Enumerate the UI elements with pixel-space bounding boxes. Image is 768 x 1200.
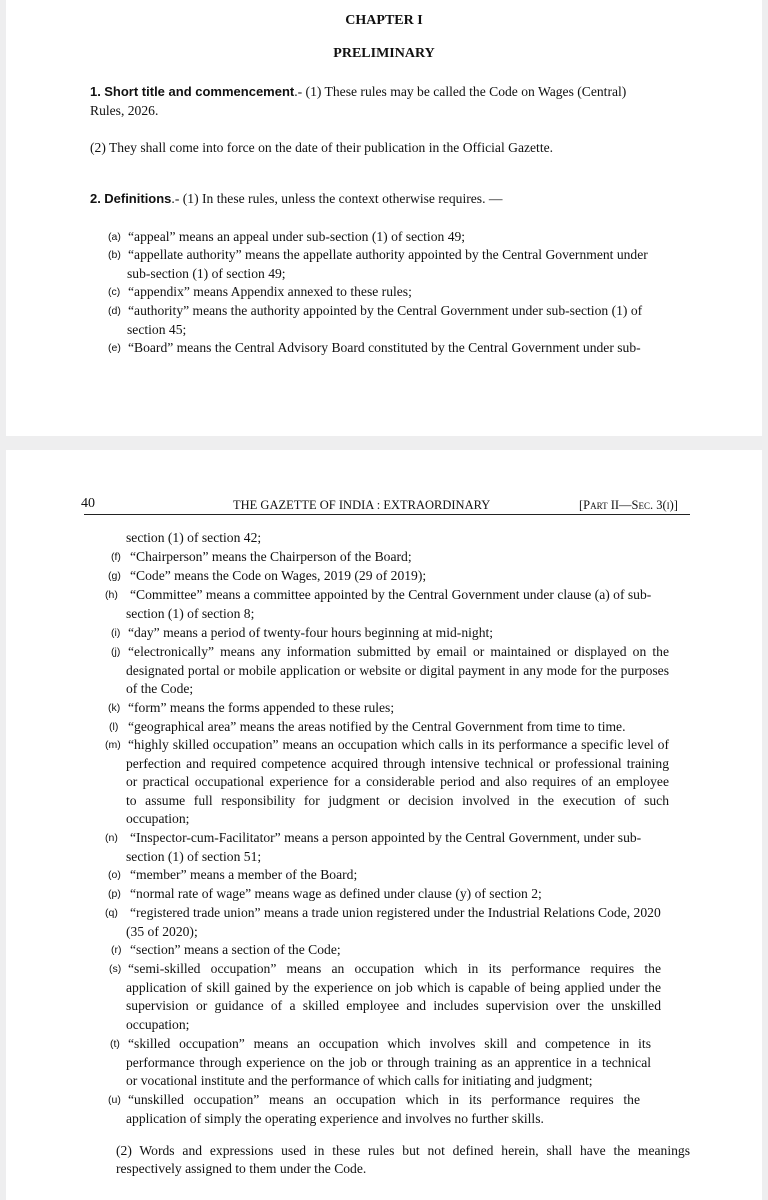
rule-2-title: Definitions xyxy=(104,191,172,206)
document-page-2 xyxy=(6,450,762,1200)
definition-label: (h) xyxy=(105,589,118,601)
definition-line: “unskilled occupation” means an occupation which in its performance requires the xyxy=(128,1092,640,1107)
definition-line: “registered trade union” means a trade union registered under the Industrial Relations Code, 2020 xyxy=(130,905,661,920)
definition-line: application of simply the operating experience and involves no further skills. xyxy=(126,1110,544,1126)
definition-line: occupation; xyxy=(126,811,190,826)
definition-label: (q) xyxy=(105,907,118,919)
definition-label: (i) xyxy=(111,627,121,639)
preliminary-heading: PRELIMINARY xyxy=(333,46,435,61)
definition-label: (c) xyxy=(108,286,121,298)
rule-1-title: Short title and commencement xyxy=(104,84,295,99)
rule-1-number: 1. xyxy=(90,84,101,99)
rule-2-number: 2. xyxy=(90,191,101,206)
definition-label: (r) xyxy=(111,944,122,956)
definition-line: “authority” means the authority appointed by the Central Government under sub-section (1) of xyxy=(128,303,643,318)
header-rule xyxy=(84,514,690,515)
definition-label: (p) xyxy=(108,888,121,900)
chapter-heading: CHAPTER I xyxy=(345,13,423,28)
definition-label: (u) xyxy=(108,1094,121,1106)
definition-line: section (1) of section 8; xyxy=(126,605,255,621)
definition-line: section 45; xyxy=(127,321,187,337)
para-2-line-2: respectively assigned to them under the Code. xyxy=(116,1161,367,1176)
definition-line: “form” means the forms appended to these rules; xyxy=(128,700,395,715)
definition-line: or practical occupational experience for a considerable period and also requires of an employee xyxy=(126,774,669,789)
rule-2-para-2 xyxy=(116,1142,690,1178)
definition-line: sub-section (1) of section 49; xyxy=(127,265,286,281)
definition-line: “appeal” means an appeal under sub-section (1) of section 49; xyxy=(128,229,466,244)
rule-1-line-2: Rules, 2026. xyxy=(90,103,159,118)
definition-line: section (1) of section 51; xyxy=(126,848,262,864)
gazette-title: THE GAZETTE OF INDIA : EXTRAORDINARY xyxy=(233,498,491,512)
definition-label: (e) xyxy=(108,342,121,354)
definition-line: “highly skilled occupation” means an occupation which calls in its performance a specific level of xyxy=(128,737,669,752)
definition-label: (f) xyxy=(111,551,121,563)
definition-label: (s) xyxy=(109,963,122,975)
definition-line: perfection and required competence acquired through intensive technical or professional training xyxy=(126,755,669,771)
definition-line: of the Code; xyxy=(126,681,194,696)
definition-line: application of skill gained by the experience on job which is capable of being applied under the xyxy=(126,979,661,995)
definition-line: “Board” means the Central Advisory Board constituted by the Central Government under sub- xyxy=(128,340,641,355)
rule-1-line-1 xyxy=(90,83,626,101)
definition-line: “day” means a period of twenty-four hours beginning at mid-night; xyxy=(128,625,494,640)
definition-label: (o) xyxy=(108,869,121,881)
definition-line: “appendix” means Appendix annexed to these rules; xyxy=(128,284,412,299)
definition-line: or vocational institute and the performance of which calls for initiating and judgment; xyxy=(126,1073,593,1088)
definition-line: (35 of 2020); xyxy=(126,923,198,939)
definition-label: (a) xyxy=(108,231,121,243)
definition-line: “geographical area” means the areas notified by the Central Government from time to time. xyxy=(128,719,626,734)
definition-line: “normal rate of wage” means wage as defined under clause (y) of section 2; xyxy=(130,886,542,901)
definition-line: “Chairperson” means the Chairperson of the Board; xyxy=(130,549,412,564)
rule-1-text: .- (1) These rules may be called the Code on Wages (Central) xyxy=(294,84,627,99)
definition-label: (k) xyxy=(108,702,121,714)
definition-label: (l) xyxy=(109,721,119,733)
definition-label: (g) xyxy=(108,570,121,582)
definition-line: “section” means a section of the Code; xyxy=(130,942,341,957)
definition-label: (j) xyxy=(111,646,121,658)
definition-line: designated portal or mobile application or website or digital payment in any mode for the purposes xyxy=(126,662,669,678)
rule-2-text: .- (1) In these rules, unless the context otherwise requires. — xyxy=(171,191,503,206)
definition-line: “Code” means the Code on Wages, 2019 (29 of 2019); xyxy=(130,568,427,583)
continued-line: section (1) of section 42; xyxy=(126,530,262,545)
definition-label: (b) xyxy=(108,249,121,261)
definition-line: supervision or guidance of a skilled employee and includes supervision over the unskilled xyxy=(126,998,661,1013)
definition-line: to assume full responsibility for judgment or decision involved in the execution of such xyxy=(126,792,669,808)
definition-line: “semi-skilled occupation” means an occupation which in its performance requires the xyxy=(128,961,661,976)
definition-line: “Committee” means a committee appointed by the Central Government under clause (a) of sub- xyxy=(130,587,652,602)
definition-line: “appellate authority” means the appellate authority appointed by the Central Government under xyxy=(128,247,648,262)
definition-label: (d) xyxy=(108,305,121,317)
definition-label: (m) xyxy=(105,739,121,751)
definition-line: occupation; xyxy=(126,1016,190,1032)
definition-label: (n) xyxy=(105,832,118,844)
definition-line: “Inspector-cum-Facilitator” means a person appointed by the Central Government, under sub- xyxy=(130,830,642,845)
para-2-line-1: (2) Words and expressions used in these rules but not defined herein, shall have the meanings xyxy=(116,1143,690,1158)
part-section: [Part II—Sec. 3(i)] xyxy=(579,498,678,512)
rule-2-intro xyxy=(90,190,502,208)
document-page-1 xyxy=(6,0,762,436)
definition-line: “electronically” means any information submitted by email or maintained or displayed on the xyxy=(128,644,669,659)
page-number: 40 xyxy=(81,496,95,511)
definition-label: (t) xyxy=(110,1038,120,1050)
definition-line: performance through experience on the job or through training as an apprentice in a technical xyxy=(126,1054,651,1070)
definition-line: “member” means a member of the Board; xyxy=(130,867,358,882)
definition-line: “skilled occupation” means an occupation which involves skill and competence in its xyxy=(128,1036,651,1051)
rule-1-para-2: (2) They shall come into force on the date of their publication in the Official Gazette. xyxy=(90,140,554,155)
